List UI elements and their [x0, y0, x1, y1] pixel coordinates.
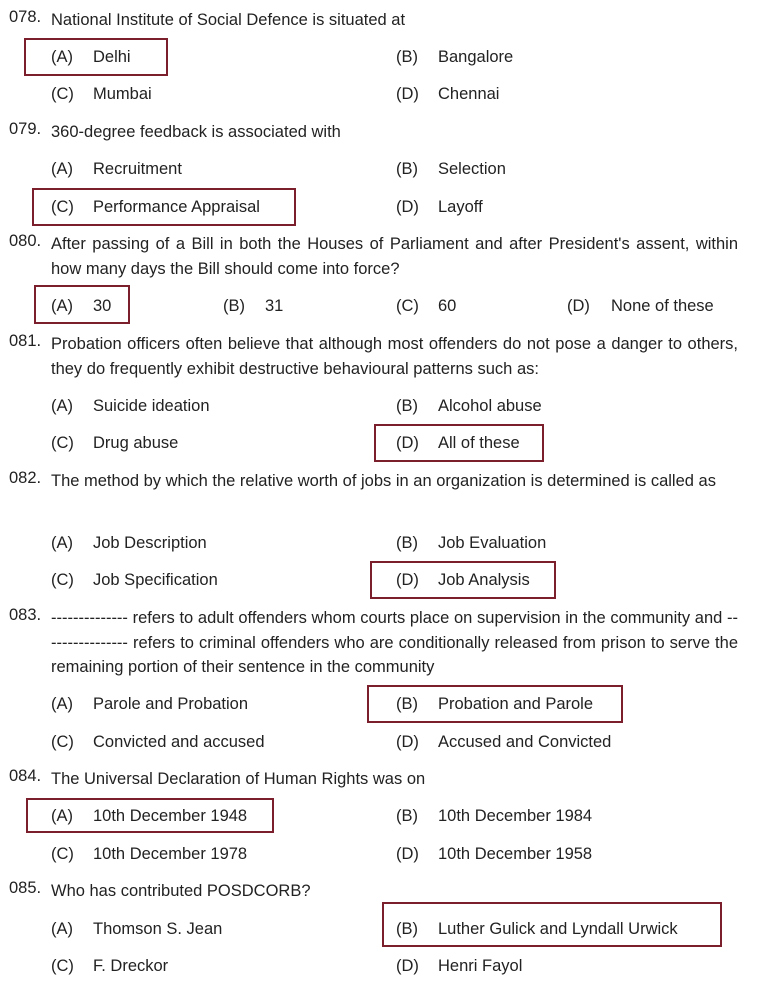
- option-text: Convicted and accused: [93, 732, 265, 751]
- option-b[interactable]: [223, 294, 283, 318]
- option-label: (D): [396, 844, 419, 863]
- option-c[interactable]: [51, 842, 247, 866]
- option-text: Probation and Parole: [438, 694, 594, 713]
- option-c[interactable]: [51, 954, 168, 978]
- question-text: After passing of a Bill in both the Houses of Parliament and after President's assent, within how many days the Bill should come into force?: [51, 235, 738, 278]
- option-label: (B): [223, 296, 245, 315]
- option-text: Luther Gulick and Lyndall Urwick: [438, 919, 678, 938]
- option-label: (B): [396, 396, 418, 415]
- option-text: Selection: [438, 159, 506, 178]
- option-text: Bangalore: [438, 47, 514, 66]
- option-b[interactable]: [396, 917, 678, 941]
- question-number: 081.: [9, 332, 42, 350]
- option-d[interactable]: [396, 842, 592, 866]
- option-label: (C): [51, 732, 74, 751]
- question-text: National Institute of Social Defence is situated at: [51, 11, 406, 29]
- option-text: Job Specification: [93, 570, 218, 589]
- option-d[interactable]: [396, 954, 522, 978]
- option-text: Performance Appraisal: [93, 197, 260, 216]
- option-b[interactable]: [396, 394, 542, 418]
- option-b[interactable]: [396, 45, 513, 69]
- option-label: (D): [567, 296, 590, 315]
- question-text: -------------- refers to adult offenders whom courts place on supervision in the community and ---------------- refers to criminal offenders who are conditionally released from prison to serve the remaining portion of their sentence in the community: [51, 609, 738, 676]
- question-number: 084.: [9, 767, 42, 785]
- option-label: (C): [51, 956, 74, 975]
- option-label: (D): [396, 197, 419, 216]
- option-label: (A): [51, 396, 73, 415]
- option-text: 10th December 1958: [438, 844, 593, 863]
- question-number: 085.: [9, 879, 42, 897]
- option-label: (D): [396, 956, 419, 975]
- option-c[interactable]: [51, 568, 218, 592]
- option-text: Drug abuse: [93, 433, 179, 452]
- option-label: (D): [396, 570, 419, 589]
- question-number: 079.: [9, 120, 42, 138]
- question-text: The Universal Declaration of Human Rights was on: [51, 770, 426, 788]
- option-text: F. Dreckor: [93, 956, 169, 975]
- option-label: (A): [51, 919, 73, 938]
- option-label: (A): [51, 533, 73, 552]
- option-label: (B): [396, 919, 418, 938]
- option-label: (A): [51, 806, 73, 825]
- option-d[interactable]: [396, 195, 483, 219]
- option-label: (C): [51, 197, 74, 216]
- option-d[interactable]: [396, 568, 530, 592]
- option-text: Job Evaluation: [438, 533, 547, 552]
- option-label: (B): [396, 159, 418, 178]
- option-a[interactable]: [51, 804, 247, 828]
- option-a[interactable]: [51, 157, 182, 181]
- option-a[interactable]: [51, 294, 111, 318]
- question-text: Probation officers often believe that although most offenders do not pose a danger to others, they do frequently exhibit destructive behavioural patterns such as:: [51, 335, 738, 378]
- option-text: Recruitment: [93, 159, 182, 178]
- option-text: 60: [438, 296, 457, 315]
- option-a[interactable]: [51, 917, 222, 941]
- option-label: (C): [51, 433, 74, 452]
- option-text: 31: [265, 296, 284, 315]
- question-number: 080.: [9, 232, 42, 250]
- option-b[interactable]: [396, 804, 592, 828]
- option-text: Delhi: [93, 47, 131, 66]
- option-c[interactable]: [51, 730, 265, 754]
- option-label: (D): [396, 433, 419, 452]
- option-label: (A): [51, 47, 73, 66]
- option-label: (C): [51, 844, 74, 863]
- option-label: (A): [51, 694, 73, 713]
- option-text: 10th December 1948: [93, 806, 248, 825]
- option-text: Chennai: [438, 84, 500, 103]
- option-label: (B): [396, 694, 418, 713]
- question-text: 360-degree feedback is associated with: [51, 123, 341, 141]
- option-label: (B): [396, 533, 418, 552]
- option-text: 10th December 1984: [438, 806, 593, 825]
- option-a[interactable]: [51, 45, 131, 69]
- option-text: 30: [93, 296, 112, 315]
- option-d[interactable]: [396, 431, 520, 455]
- question-text: The method by which the relative worth of jobs in an organization is determined is called as: [51, 472, 716, 490]
- option-b[interactable]: [396, 157, 506, 181]
- option-label: (D): [396, 84, 419, 103]
- option-label: (A): [51, 159, 73, 178]
- option-a[interactable]: [51, 692, 248, 716]
- option-text: Mumbai: [93, 84, 152, 103]
- question-number: 083.: [9, 606, 42, 624]
- option-text: All of these: [438, 433, 520, 452]
- option-text: Accused and Convicted: [438, 732, 612, 751]
- option-label: (A): [51, 296, 73, 315]
- option-label: (B): [396, 806, 418, 825]
- question-number: 082.: [9, 469, 42, 487]
- option-label: (C): [51, 84, 74, 103]
- question-number: 078.: [9, 8, 42, 26]
- option-text: 10th December 1978: [93, 844, 248, 863]
- option-c[interactable]: [396, 294, 456, 318]
- option-label: (C): [51, 570, 74, 589]
- option-c[interactable]: [51, 195, 260, 219]
- option-text: None of these: [611, 296, 714, 315]
- option-label: (D): [396, 732, 419, 751]
- option-label: (B): [396, 47, 418, 66]
- option-c[interactable]: [51, 431, 178, 455]
- option-text: Job Analysis: [438, 570, 530, 589]
- option-text: Thomson S. Jean: [93, 919, 223, 938]
- option-d[interactable]: [396, 730, 611, 754]
- option-a[interactable]: [51, 531, 207, 555]
- option-c[interactable]: [51, 82, 152, 106]
- question-text: Who has contributed POSDCORB?: [51, 882, 311, 900]
- option-d[interactable]: [567, 294, 714, 318]
- option-text: Layoff: [438, 197, 483, 216]
- option-label: (C): [396, 296, 419, 315]
- option-b[interactable]: [396, 531, 546, 555]
- option-d[interactable]: [396, 82, 499, 106]
- option-text: Henri Fayol: [438, 956, 523, 975]
- option-text: Suicide ideation: [93, 396, 210, 415]
- option-text: Parole and Probation: [93, 694, 249, 713]
- option-b[interactable]: [396, 692, 593, 716]
- option-text: Alcohol abuse: [438, 396, 542, 415]
- option-text: Job Description: [93, 533, 207, 552]
- option-a[interactable]: [51, 394, 210, 418]
